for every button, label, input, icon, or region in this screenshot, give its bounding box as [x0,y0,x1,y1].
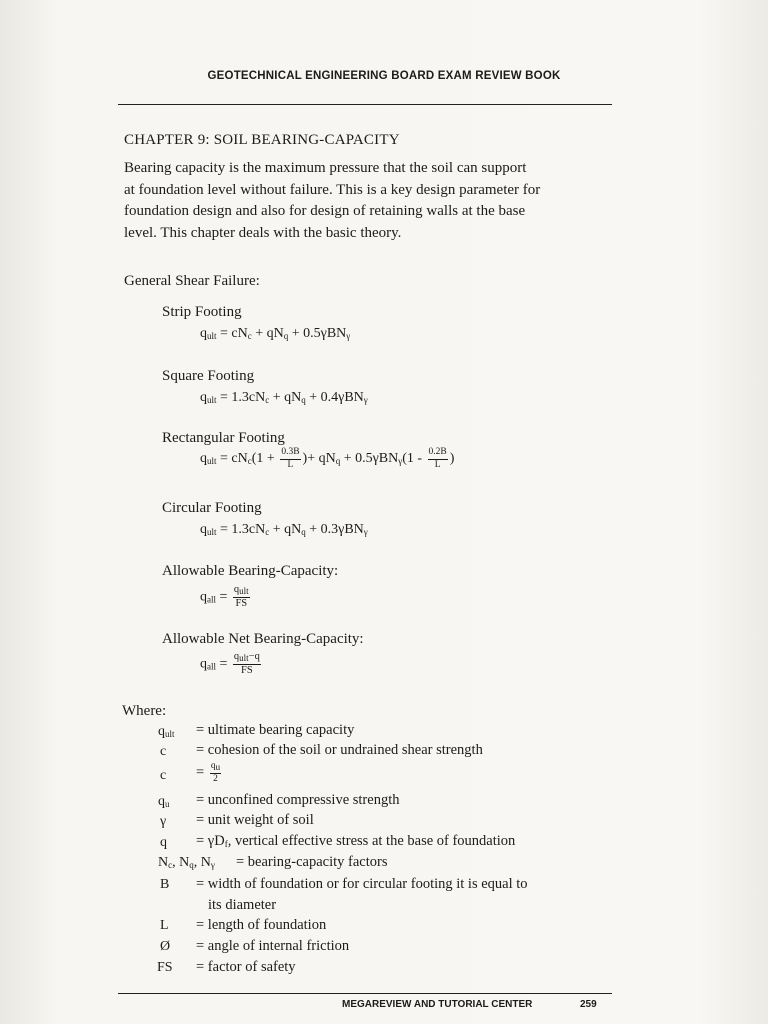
strip-footing-label: Strip Footing [162,304,242,320]
symbol-phi: Ø [160,939,171,954]
symbol-c: c [160,744,167,759]
strip-footing-formula: $q_{ult} = cN_c + qN_q + 0.5\gamma BN_\gamma$ [200,326,351,341]
allowable-bearing-label: Allowable Bearing-Capacity: [162,563,339,579]
footer-rule [118,993,612,994]
intro-paragraph [124,158,608,244]
symbol-qu: $q_u$ [158,794,170,809]
definition-l: = length of foundation [196,917,327,933]
intro-line: at foundation level without failure. This is a key design parameter for [124,181,541,198]
allowable-net-bearing-formula: $q_{all}$ = $\frac{q_{ult}-q}{FS}$ [200,651,260,676]
definition-gamma: = unit weight of soil [196,812,314,828]
definition-fs: = factor of safety [196,959,296,975]
page-number: 259 [580,999,597,1010]
intro-line: foundation design and also for design of retaining walls at the base [124,203,526,219]
square-footing-formula: $q_{ult} = 1.3cN_c + qN_q + 0.4\gamma BN_\gamma$ [200,390,368,405]
intro-line: Bearing capacity is the maximum pressure that the soil can support [124,160,527,176]
symbol-fs: FS [157,960,173,975]
definition-q: = $\gamma D_f$, vertical effective stress at the base of foundation [196,833,516,849]
symbol-q: q [160,835,167,850]
definition-c-alt: = $\frac{q_u}{2}$ [196,761,221,784]
allowable-bearing-formula: $q_{all}$ = $\frac{q_{ult}}{FS}$ [200,584,249,609]
symbol-b: B [160,877,170,892]
fraction: $\frac{0.3B}{L}$ [281,447,300,470]
intro-line: level. This chapter deals with the basic theory. [124,224,402,241]
general-shear-heading: General Shear Failure: [124,273,260,289]
fraction: $\frac{q_{ult}}{FS}$ [233,584,249,609]
definition-b: = width of foundation or for circular footing it is equal to [196,876,528,892]
symbol-c-alt: c [160,768,167,783]
definition-bearing-factors: = bearing-capacity factors [236,854,388,870]
definition-phi: = angle of internal friction [196,938,350,954]
chapter-title: CHAPTER 9: SOIL BEARING-CAPACITY [124,132,400,148]
circular-footing-label: Circular Footing [162,500,262,516]
definition-qu: = unconfined compressive strength [196,792,400,808]
symbol-gamma: γ [160,814,167,829]
definition-b-continued: its diameter [208,897,277,913]
running-header: GEOTECHNICAL ENGINEERING BOARD EXAM REVIEW BOOK [207,70,561,82]
symbol-q-ult: $q_{ult}$ [158,724,175,739]
fraction: $\frac{0.2B}{L}$ [428,447,447,470]
symbol-l: L [160,918,169,933]
definition-c: = cohesion of the soil or undrained shear strength [196,742,483,758]
symbol-bearing-factors: $N_c$, $N_q$, $N_\gamma$ [158,855,215,870]
fraction: $\frac{q_u}{2}$ [210,761,221,784]
allowable-net-bearing-label: Allowable Net Bearing-Capacity: [162,631,364,647]
rectangular-footing-label: Rectangular Footing [162,430,285,446]
circular-footing-formula: $q_{ult} = 1.3cN_c + qN_q + 0.3\gamma BN_\gamma$ [200,522,368,537]
square-footing-label: Square Footing [162,368,255,384]
where-heading: Where: [122,703,167,719]
fraction: $\frac{q_{ult}-q}{FS}$ [233,651,260,676]
footer-center-name: MEGAREVIEW AND TUTORIAL CENTER [342,999,533,1010]
rectangular-footing-formula: $q_{ult} = cN_c(1$ + $\frac{0.3B}{L}$ )+ $qN_q + 0.5\gamma BN_\gamma(1$ - $\frac{0.2B}{L}$ ) [200,447,455,470]
header-rule [118,104,612,105]
definition-q-ult: = ultimate bearing capacity [196,722,355,738]
